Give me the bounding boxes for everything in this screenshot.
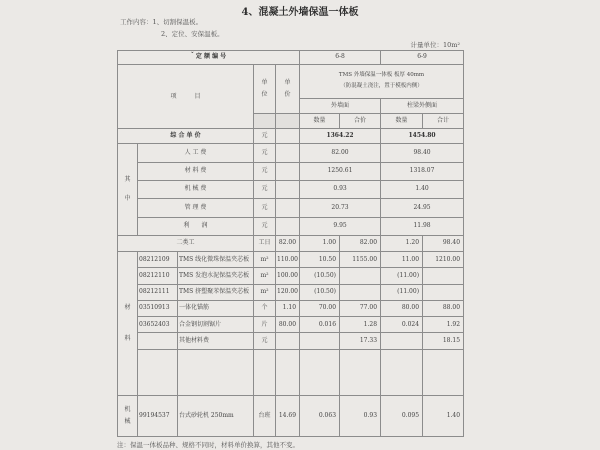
labor-qty-1: 1.00 [300, 235, 340, 251]
material-qty-1: (10.50) [300, 268, 340, 284]
cost-value-1: 82.00 [300, 144, 381, 162]
material-amount-2: 88.00 [423, 300, 464, 316]
quota-table [117, 50, 464, 437]
col-head-qty-2: 数量 [381, 113, 423, 128]
composite-row [118, 129, 464, 144]
work-content-item2: 2、定位、安保温板。 [161, 30, 224, 38]
unit-header-char1: 单 [261, 78, 268, 86]
machine-qty-1: 0.063 [300, 396, 340, 437]
material-qty-2: 80.00 [381, 300, 423, 316]
material-row [118, 284, 464, 300]
material-price: 100.00 [276, 268, 300, 284]
cost-value-1: 0.93 [300, 181, 381, 199]
material-row [118, 333, 464, 349]
cost-row [118, 217, 464, 235]
material-name: 合金钢切割锯片 [178, 317, 254, 333]
machine-qty-2: 0.095 [381, 396, 423, 437]
material-row [118, 300, 464, 316]
cost-row [118, 199, 464, 217]
cost-unit: 元 [254, 162, 276, 180]
cost-side-char1: 其 [124, 176, 131, 184]
chevron-down-icon: ˇ [190, 52, 194, 60]
material-code: 03510913 [138, 300, 178, 316]
price-header [276, 65, 300, 114]
material-qty-1: 0.016 [300, 317, 340, 333]
price-header-char2: 价 [284, 91, 291, 99]
material-price: 1.10 [276, 300, 300, 316]
cost-value-2: 98.40 [381, 144, 464, 162]
col-head-amount-2: 合计 [423, 113, 464, 128]
cost-name: 人 工 费 [138, 144, 254, 162]
cost-row [118, 181, 464, 199]
material-code [138, 333, 178, 349]
material-code: 08212111 [138, 284, 178, 300]
composite-value-1: 1364.22 [300, 129, 381, 144]
material-name: TMS 挤塑聚苯保温夹芯板 [178, 284, 254, 300]
measurement-unit-note: 计量单位：10m² [410, 41, 460, 49]
material-blank-row [118, 349, 464, 396]
material-amount-1: 77.00 [340, 300, 381, 316]
cost-value-1: 20.73 [300, 199, 381, 217]
footer-note: 注：保温一体板品种、规格不同时，材料单价换算，其他不变。 [117, 441, 299, 449]
machine-row [118, 396, 464, 437]
cost-value-2: 24.95 [381, 199, 464, 217]
material-name: TMS 线化微珠保温夹芯板 [178, 252, 254, 268]
cost-value-2: 11.98 [381, 217, 464, 235]
material-qty-1 [300, 333, 340, 349]
cost-side-label [118, 144, 138, 235]
material-code: 08212109 [138, 252, 178, 268]
material-amount-2 [423, 284, 464, 300]
material-unit: 元 [254, 333, 276, 349]
material-unit: m² [254, 284, 276, 300]
item-name-cell [300, 65, 464, 99]
work-content-item1: 1、切割保温板。 [152, 18, 203, 26]
material-name: 一体化锚筋 [178, 300, 254, 316]
material-unit: 片 [254, 317, 276, 333]
cost-side-char2: 中 [124, 194, 131, 202]
material-qty-1: (10.50) [300, 284, 340, 300]
material-amount-1: 1155.00 [340, 252, 381, 268]
material-unit: m² [254, 268, 276, 284]
quota-number-row [118, 51, 464, 65]
labor-amount-1: 82.00 [340, 235, 381, 251]
cost-unit: 元 [254, 181, 276, 199]
unit-header [254, 65, 276, 114]
material-amount-2: 18.15 [423, 333, 464, 349]
material-amount-1: 1.28 [340, 317, 381, 333]
material-amount-2: 1210.00 [423, 252, 464, 268]
material-name: TMS 发泡水泥保温夹芯板 [178, 268, 254, 284]
material-price: 110.00 [276, 252, 300, 268]
sub-name-1: 外墙面 [300, 98, 381, 113]
material-qty-1: 70.00 [300, 300, 340, 316]
cost-value-2: 1.40 [381, 181, 464, 199]
machine-amount-2: 1.40 [423, 396, 464, 437]
material-qty-1: 10.50 [300, 252, 340, 268]
material-price: 80.00 [276, 317, 300, 333]
composite-label: 综 合 单 价 [118, 129, 254, 144]
machine-side-char2: 械 [124, 418, 131, 426]
material-qty-2: (11.00) [381, 268, 423, 284]
machine-price: 14.69 [276, 396, 300, 437]
cost-unit: 元 [254, 199, 276, 217]
col-head-amount-1: 合价 [340, 113, 381, 128]
cost-name: 管 理 费 [138, 199, 254, 217]
machine-side-label [118, 396, 138, 437]
material-price [276, 333, 300, 349]
machine-code: 99194537 [138, 396, 178, 437]
labor-qty-2: 1.20 [381, 235, 423, 251]
machine-side-char1: 机 [124, 405, 131, 413]
material-unit: m² [254, 252, 276, 268]
cost-name: 利 润 [138, 217, 254, 235]
col-head-qty-1: 数量 [300, 113, 340, 128]
material-unit: 个 [254, 300, 276, 316]
material-price: 120.00 [276, 284, 300, 300]
material-code: 08212110 [138, 268, 178, 284]
unit-header-char2: 位 [261, 91, 268, 99]
machine-unit: 台班 [254, 396, 276, 437]
labor-amount-2: 98.40 [423, 235, 464, 251]
material-amount-1 [340, 268, 381, 284]
item-name-line2: （防混凝土浇注，置于模板内侧） [340, 83, 423, 90]
material-qty-2: (11.00) [381, 284, 423, 300]
cost-name: 机 械 费 [138, 181, 254, 199]
quota-number-label: 定 额 编 号 [195, 53, 227, 61]
composite-value-2: 1454.80 [381, 129, 464, 144]
material-amount-2: 1.92 [423, 317, 464, 333]
price-header-char1: 单 [284, 78, 291, 86]
material-qty-2: 0.024 [381, 317, 423, 333]
cost-value-2: 1318.07 [381, 162, 464, 180]
labor-row [118, 235, 464, 251]
machine-name: 台式砂轮机 250mm [178, 396, 254, 437]
item-name-line1: TMS 外墙保温一体板 板厚 40mm [338, 71, 425, 78]
material-row [118, 317, 464, 333]
material-side-label [118, 252, 138, 396]
cost-name: 材 料 费 [138, 162, 254, 180]
work-content-label: 工作内容： [120, 18, 153, 26]
material-side-char2: 料 [124, 335, 131, 343]
cost-value-1: 1250.61 [300, 162, 381, 180]
material-amount-1 [340, 284, 381, 300]
cost-unit: 元 [254, 217, 276, 235]
material-row [118, 252, 464, 268]
labor-price: 82.00 [276, 235, 300, 251]
material-name: 其他材料费 [178, 333, 254, 349]
quota-number-label-cell [118, 51, 300, 65]
material-amount-1: 17.33 [340, 333, 381, 349]
page-title: 4、混凝土外墙保温一体板 [241, 7, 359, 18]
composite-unit: 元 [254, 129, 276, 144]
item-header-cell [118, 65, 254, 129]
material-qty-2 [381, 333, 423, 349]
cost-row [118, 144, 464, 162]
material-side-char1: 材 [124, 303, 131, 311]
cost-value-1: 9.95 [300, 217, 381, 235]
cost-row [118, 162, 464, 180]
machine-amount-1: 0.93 [340, 396, 381, 437]
material-amount-2 [423, 268, 464, 284]
labor-name: 二类工 [118, 235, 254, 251]
sub-name-2: 柱梁外侧面 [381, 98, 464, 113]
work-content-line1 [120, 17, 202, 26]
quota-code-1: 6-8 [300, 51, 381, 65]
item-header-label: 项 目 [170, 92, 201, 100]
labor-unit: 工日 [254, 235, 276, 251]
material-row [118, 268, 464, 284]
material-qty-2: 11.00 [381, 252, 423, 268]
cost-unit: 元 [254, 144, 276, 162]
material-code: 03652403 [138, 317, 178, 333]
quota-code-2: 6-9 [381, 51, 464, 65]
